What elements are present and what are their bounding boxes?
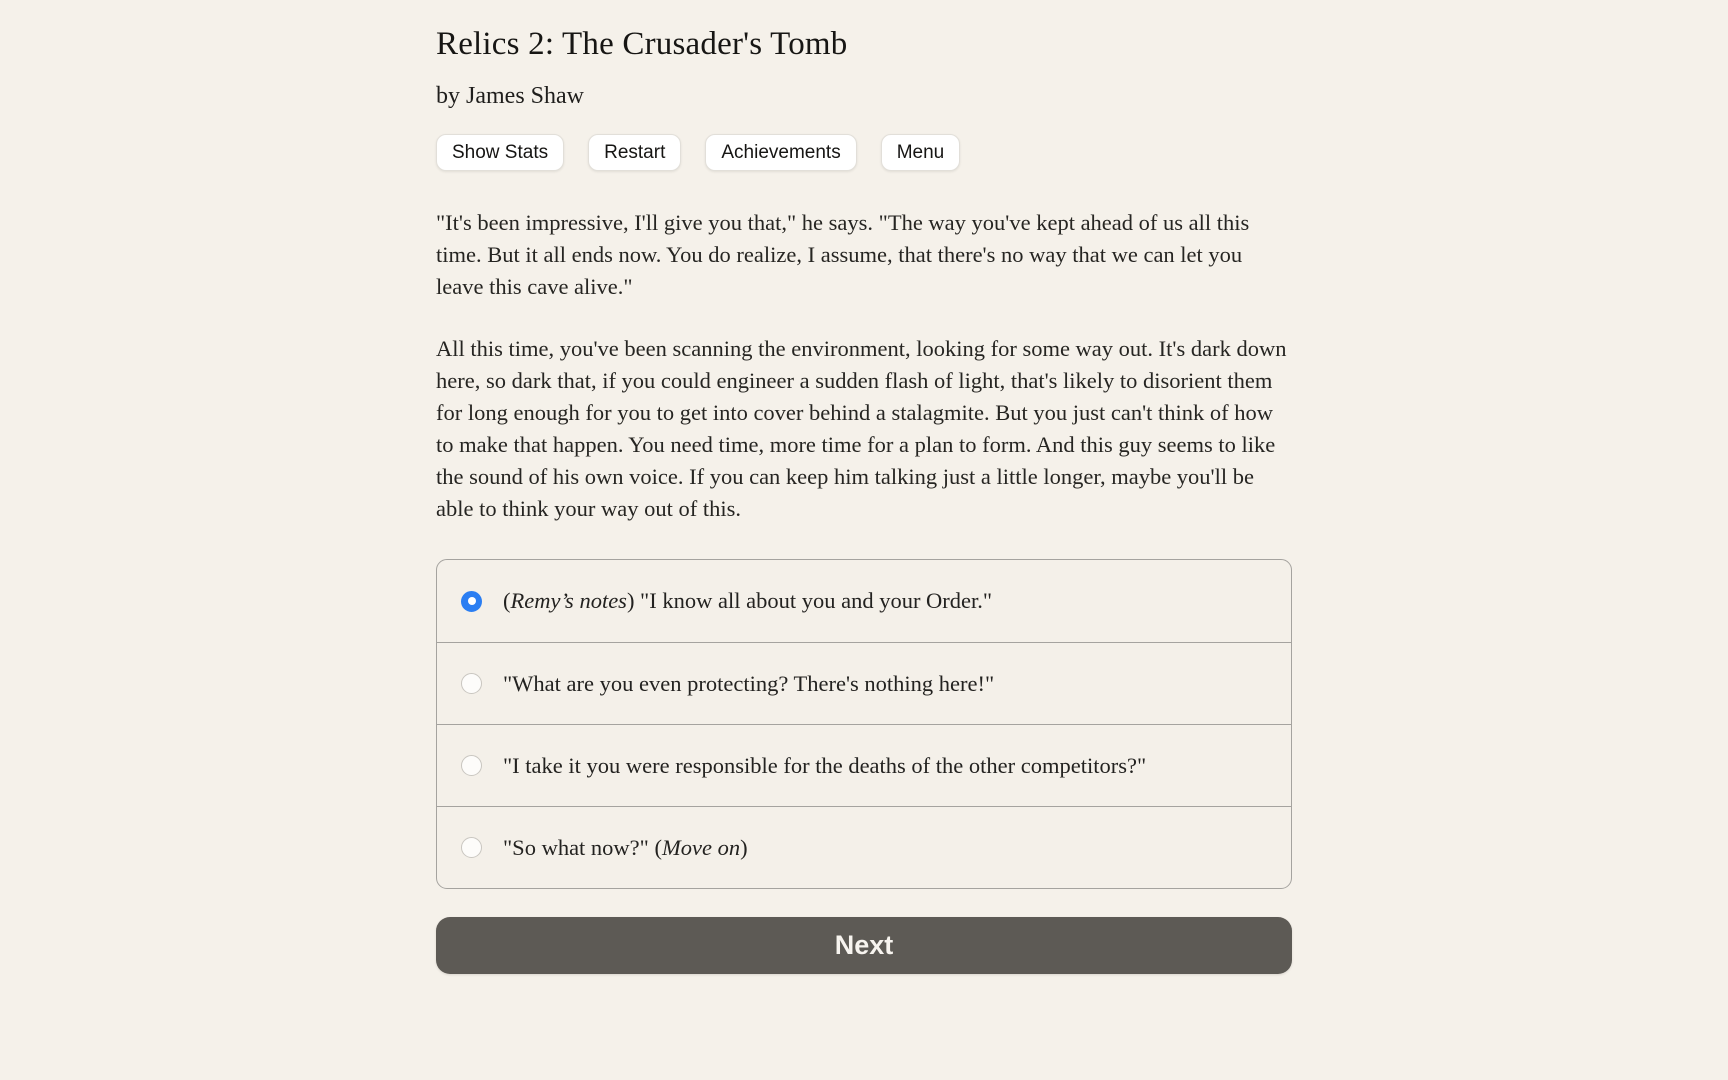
- choice-option-4[interactable]: [437, 806, 1291, 888]
- game-content: [436, 0, 1292, 974]
- restart-button[interactable]: Restart: [588, 134, 681, 171]
- choice-option-3[interactable]: [437, 724, 1291, 806]
- choice-option-1[interactable]: [437, 560, 1291, 642]
- achievements-button[interactable]: Achievements: [705, 134, 856, 171]
- page-title: Relics 2: The Crusader's Tomb: [436, 26, 848, 62]
- toolbar: [436, 134, 1292, 171]
- author-byline: by James Shaw: [436, 83, 584, 109]
- story-paragraph-2: All this time, you've been scanning the environment, looking for some way out. It's dark down here, so dark that, if you could engineer a sudden flash of light, that's likely to disorient them for long enough for you to get into cover behind a stalagmite. But you just can't think of how to make that happen. You need time, more time for a plan to form. And this guy seems to like the sound of his own voice. If you can keep him talking just a little longer, maybe you'll be able to think your way out of this.: [436, 336, 1287, 521]
- radio-button-icon[interactable]: [461, 837, 482, 858]
- choice-label: "I take it you were responsible for the deaths of the other competitors?": [503, 752, 1147, 778]
- radio-button-icon[interactable]: [461, 673, 482, 694]
- show-stats-button[interactable]: Show Stats: [436, 134, 564, 171]
- next-button[interactable]: Next: [436, 917, 1292, 974]
- menu-button[interactable]: Menu: [881, 134, 961, 171]
- radio-button-selected-icon[interactable]: [461, 591, 482, 612]
- choice-label: "So what now?" (Move on): [503, 834, 748, 860]
- choice-label: "What are you even protecting? There's nothing here!": [503, 670, 995, 696]
- choice-list: [436, 559, 1292, 889]
- choice-option-2[interactable]: [437, 642, 1291, 724]
- story-paragraph-1: "It's been impressive, I'll give you that," he says. "The way you've kept ahead of us all this time. But it all ends now. You do realize, I assume, that there's no way that we can let you leave this cave alive.": [436, 210, 1250, 299]
- radio-button-icon[interactable]: [461, 755, 482, 776]
- choice-label: (Remy’s notes) "I know all about you and your Order.": [503, 588, 993, 613]
